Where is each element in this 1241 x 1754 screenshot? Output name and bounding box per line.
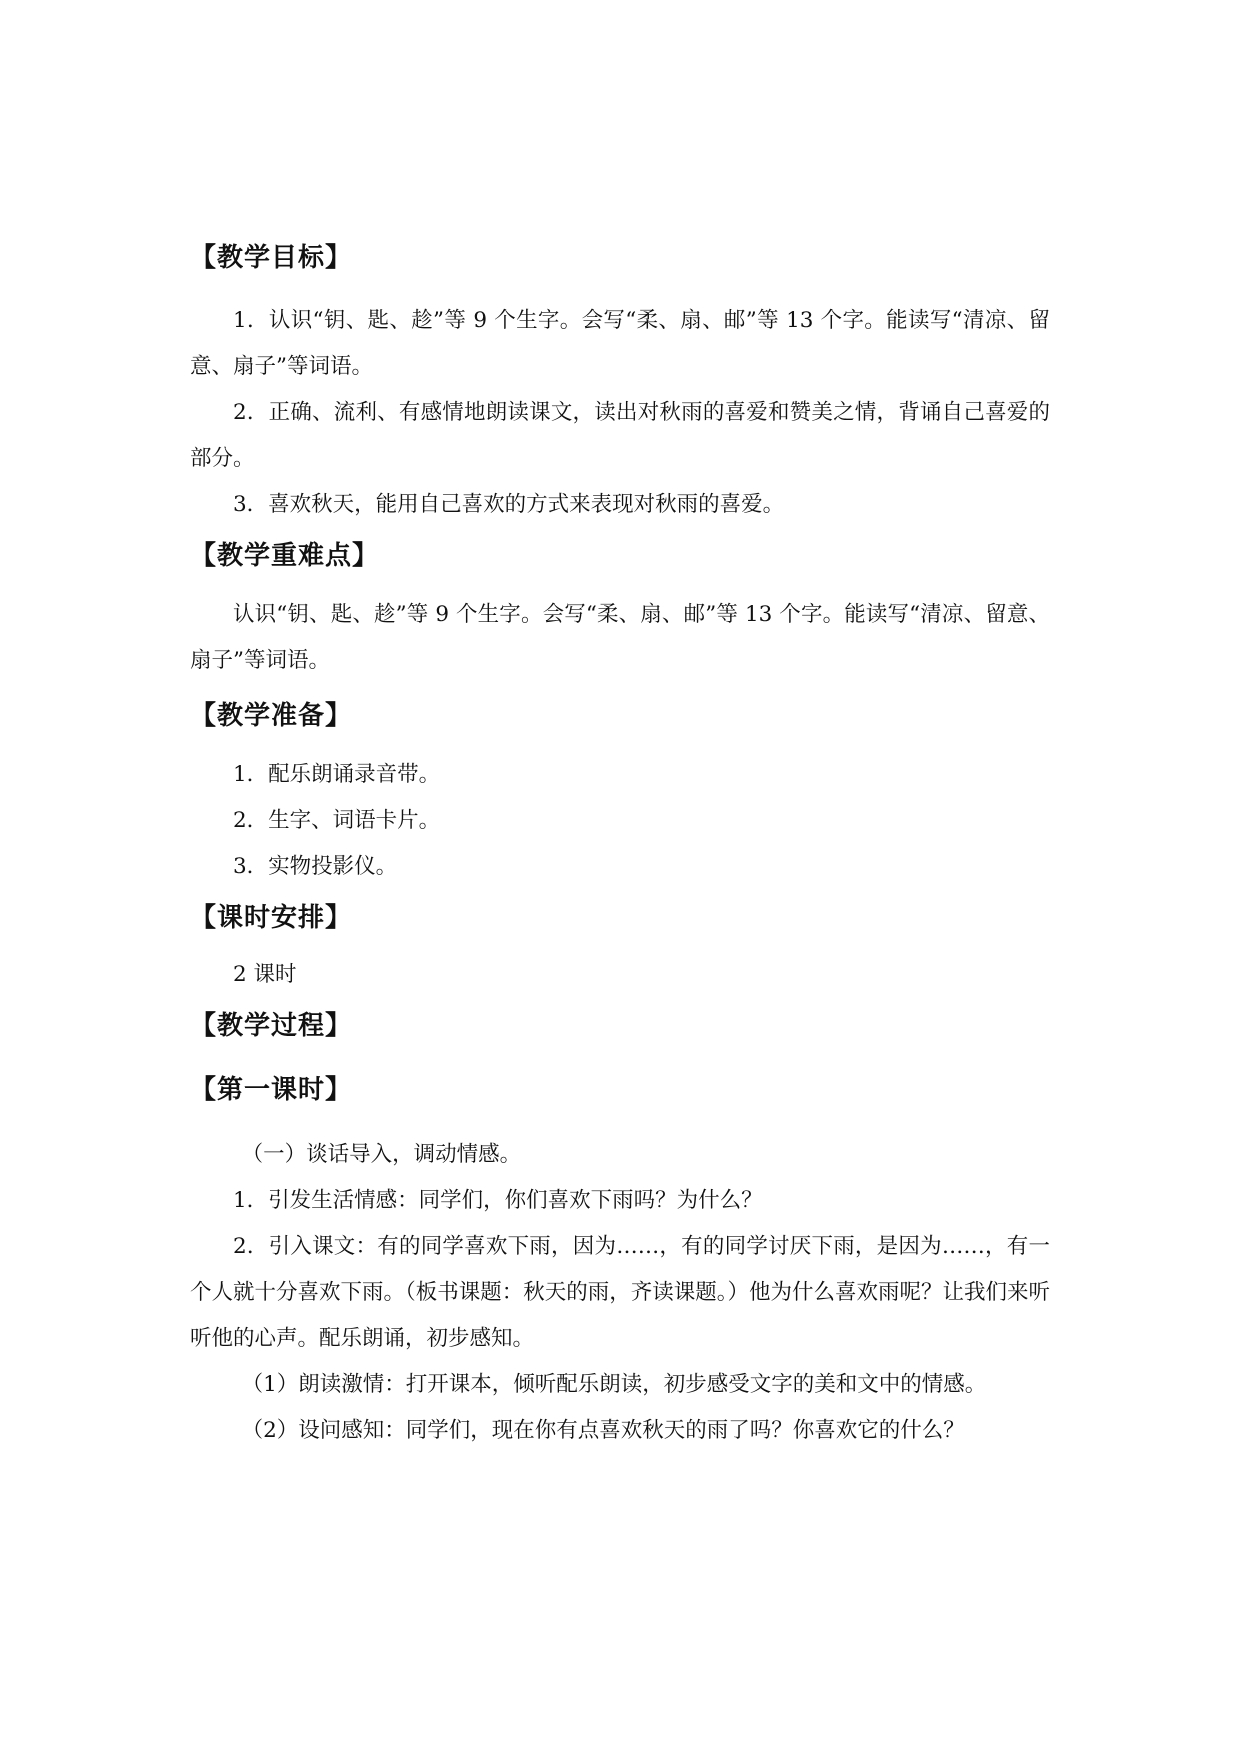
keypoints-text: 认识“钥、匙、趁”等 9 个生字。会写“柔、扇、邮”等 13 个字。能读写“清凉、留意、扇子”等词语。 [190, 602, 1050, 673]
first-lesson-item-2: 2．引入课文：有的同学喜欢下雨，因为……，有的同学讨厌下雨，是因为……，有一个人就十分喜欢下雨。（板书课题：秋天的雨，齐读课题。）他为什么喜欢雨呢？让我们来听听他的心声。配乐朗诵，初步感知。 [190, 1234, 1051, 1351]
first-lesson-item-4: （2）设问感知：同学们，现在你有点喜欢秋天的雨了吗？你喜欢它的什么？ [241, 1418, 965, 1443]
first-lesson-item-1: 1．引发生活情感：同学们，你们喜欢下雨吗？为什么？ [233, 1188, 763, 1213]
first-lesson-step-title: （一）谈话导入，调动情感。 [241, 1142, 522, 1167]
objective-item-3: 3．喜欢秋天，能用自己喜欢的方式来表现对秋雨的喜爱。 [233, 492, 785, 517]
preparation-item-1: 1．配乐朗诵录音带。 [233, 762, 441, 787]
preparation-item-2: 2．生字、词语卡片。 [233, 808, 441, 833]
section-heading-keypoints: 【教学重难点】 [190, 541, 380, 571]
section-heading-first-lesson: 【第一课时】 [190, 1075, 353, 1105]
objective-item-2: 2．正确、流利、有感情地朗读课文，读出对秋雨的喜爱和赞美之情，背诵自己喜爱的部分。 [190, 400, 1050, 471]
section-heading-process: 【教学过程】 [190, 1011, 353, 1041]
section-heading-objectives: 【教学目标】 [190, 243, 353, 273]
section-heading-preparation: 【教学准备】 [190, 701, 353, 731]
objective-item-1: 1．认识“钥、匙、趁”等 9 个生字。会写“柔、扇、邮”等 13 个字。能读写“清凉、留意、扇子”等词语。 [190, 308, 1050, 379]
schedule-text: 2 课时 [233, 962, 297, 987]
document-page [190, 240, 1050, 1454]
preparation-item-3: 3．实物投影仪。 [233, 854, 398, 879]
section-heading-schedule: 【课时安排】 [190, 903, 353, 933]
first-lesson-item-3: （1）朗读激情：打开课本，倾听配乐朗读，初步感受文字的美和文中的情感。 [241, 1372, 987, 1397]
